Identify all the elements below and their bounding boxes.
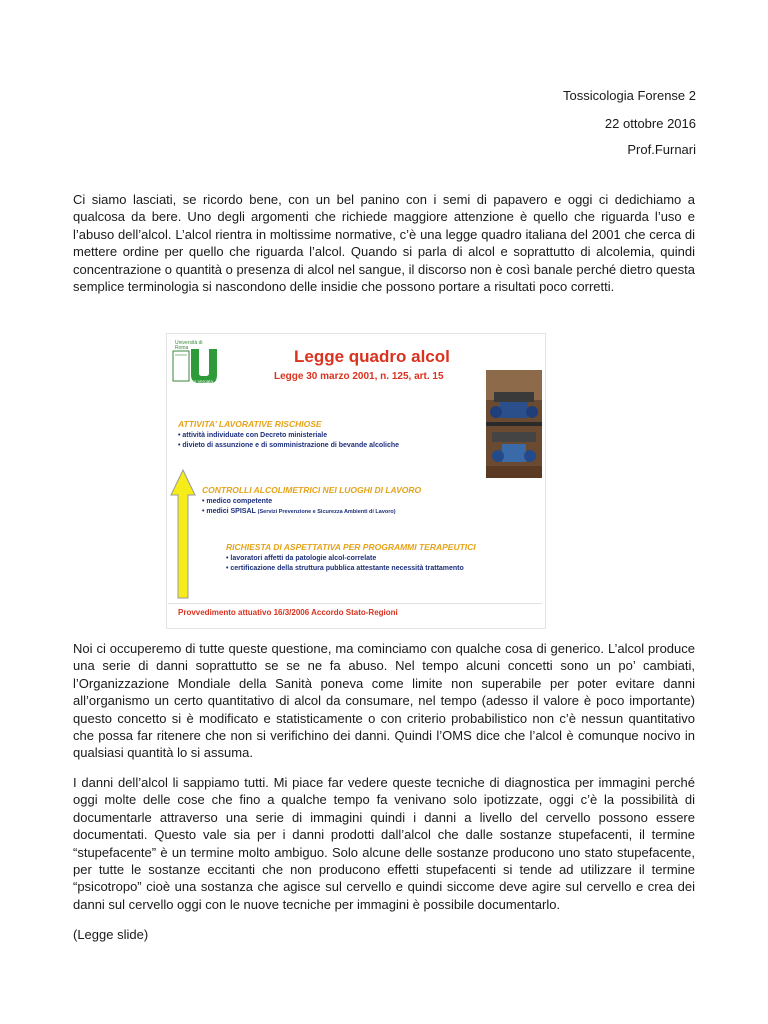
paragraph-diagnostics: I danni dell’alcol li sappiamo tutti. Mi piace far vedere queste tecniche di diagnostica per immagini perché oggi molte delle cose che fino a qualche tempo fa venivano solo ipotizzate, oggi c’è la possibilità di documentarle attraverso una serie di immagini quindi i danni a livello del cervello possono essere documentati. Questo vale sia per i danni prodotti dall’alcol che dalle sostanze stupefacenti, il termine “stupefacente” è un termine molto ambiguo. Solo alcune delle sostanze producono uno stato stupefacente, per tutte le sostanze eccitanti che non producono effetti stupefacenti si tende ad utilizzare il termine “psicotropo” cioè una sostanza che agisce sul cervello e quindi siccome deve agire sul cervello e crea dei danni sul cervello oggi con le nuove tecniche per immagini è possibile documentarlo.	[73, 775, 695, 912]
section-1-item-1: • attività individuate con Decreto ministeriale	[178, 432, 328, 439]
section-2-item-2	[202, 508, 396, 515]
slide-subtitle: Legge 30 marzo 2001, n. 125, art. 15	[274, 371, 444, 382]
section-1-item-2: • divieto di assunzione e di somministrazione di bevande alcoliche	[178, 442, 400, 449]
paragraph-slide-note: (Legge slide)	[73, 927, 149, 942]
section-heading-1: ATTIVITA’ LAVORATIVE RISCHIOSE	[178, 419, 322, 429]
up-arrow-icon	[170, 469, 196, 599]
section-2-note: (Servizi Prevenzione e Sicurezza Ambienti di Lavoro)	[257, 509, 396, 515]
section-3-item-2: • certificazione della struttura pubblica attestante necessità trattamento	[226, 565, 464, 572]
logo-subtext: Tor Vergata	[190, 379, 214, 384]
section-2-item-1: • medico competente	[202, 498, 273, 505]
section-heading-2: CONTROLLI ALCOLIMETRICI NEI LUOGHI DI LAVORO	[202, 485, 422, 495]
section-3-item-1: • lavoratori affetti da patologie alcol-correlate	[226, 555, 377, 562]
logo-text: Università di Roma	[175, 340, 203, 351]
section-2-item-2-text: • medici SPISAL	[202, 508, 256, 515]
slide-image	[166, 333, 546, 629]
paragraph-oms: Noi ci occuperemo di tutte queste questione, ma cominciamo con qualche cosa di generico. L’alcol produce una serie di danni soprattutto se se ne fa abuso. Nel tempo alcuni concetti sono un po’ cambiati, l’Organizzazione Mondiale della Sanità poneva come limite non superabile per poter evitare danni all’organismo un certo quantitativo di alcol da consumare, nel tempo (adesso il valore è poco importante) questo concetto si è modificato e statisticamente o con criterio probabilistico non c’è nessun quantitativo che possa far ritenere che non si verifichino dei danni. Quindi l’OMS dice che l’alcol è comunque nocivo in qualsiasi quantità lo si assuma.	[73, 641, 695, 761]
machinery-photo	[486, 370, 542, 478]
professor-name: Prof.Furnari	[627, 142, 696, 157]
slide-title: Legge quadro alcol	[294, 347, 450, 366]
section-heading-3: RICHIESTA DI ASPETTATIVA PER PROGRAMMI TERAPEUTICI	[226, 542, 476, 552]
paragraph-intro: Ci siamo lasciati, se ricordo bene, con un bel panino con i semi di papavero e oggi ci dedichiamo a qualcosa da bere. Uno degli argomenti che richiede maggiore attenzione è quello che riguarda l’uso e l’abuso dell’alcol. L’alcol rientra in moltissime normative, c’è una legge quadro italiana del 2001 che cerca di mettere ordine per quello che riguarda l’alcol. Quando si parla di alcol e soprattutto di alcolemia, quindi concentrazione o quantità o presenza di alcol nel sangue, il discorso non è così banale perché dietro questa semplice terminologia si nascondono delle insidie che possono portare a risultati poco corretti.	[73, 192, 695, 295]
course-title: Tossicologia Forense 2	[563, 88, 696, 103]
slide-footer: Provvedimento attuativo 16/3/2006 Accordo Stato-Regioni	[178, 608, 398, 617]
lecture-date: 22 ottobre 2016	[604, 116, 696, 131]
